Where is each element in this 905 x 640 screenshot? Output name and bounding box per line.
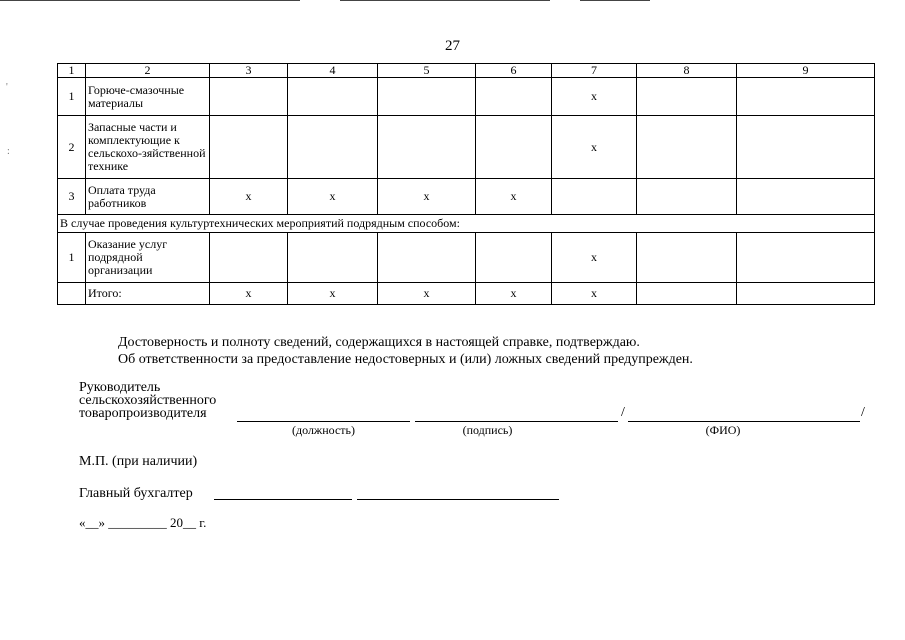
table-cell bbox=[210, 116, 288, 179]
row-number: 1 bbox=[58, 78, 86, 116]
table-cell bbox=[210, 78, 288, 116]
table-cell: х bbox=[552, 116, 637, 179]
accountant-field-1[interactable] bbox=[214, 484, 352, 500]
full-name-field[interactable] bbox=[628, 405, 860, 422]
column-header: 9 bbox=[737, 64, 875, 78]
row-name: Запасные части и комплектующие к сельскохо-зяйственной технике bbox=[86, 116, 210, 179]
statement-line-2: Об ответственности за предоставление недостоверных и (или) ложных сведений предупрежден. bbox=[118, 352, 693, 367]
signature-label: товаропроизводителя bbox=[79, 406, 207, 421]
table-cell bbox=[288, 116, 378, 179]
table-cell bbox=[737, 116, 875, 179]
table-row bbox=[58, 179, 875, 215]
total-row bbox=[58, 283, 875, 305]
table-cell bbox=[737, 233, 875, 283]
row-number: 1 bbox=[58, 233, 86, 283]
column-header: 3 bbox=[210, 64, 288, 78]
table-cell bbox=[637, 179, 737, 215]
table-cell bbox=[288, 233, 378, 283]
signature-slash: / bbox=[621, 405, 625, 420]
table-cell: х bbox=[210, 179, 288, 215]
scan-top-line bbox=[0, 0, 300, 1]
row-name: Оказание услуг подрядной организации bbox=[86, 233, 210, 283]
table-cell bbox=[378, 233, 476, 283]
signature-label: сельскохозяйственного bbox=[79, 393, 217, 408]
table-cell: х bbox=[552, 78, 637, 116]
table-cell bbox=[476, 78, 552, 116]
table-row bbox=[58, 78, 875, 116]
date-line: «__» _________ 20__ г. bbox=[79, 515, 207, 530]
table-cell: х bbox=[552, 283, 637, 305]
stamp-label: М.П. (при наличии) bbox=[79, 454, 198, 469]
column-header: 8 bbox=[637, 64, 737, 78]
table-cell bbox=[737, 179, 875, 215]
table-cell bbox=[476, 116, 552, 179]
row-name: Оплата труда работников bbox=[86, 179, 210, 215]
page-number: 27 bbox=[445, 38, 460, 54]
table-cell bbox=[637, 78, 737, 116]
table-cell: х bbox=[378, 283, 476, 305]
column-header: 4 bbox=[288, 64, 378, 78]
signature-field[interactable] bbox=[415, 405, 618, 422]
caption-position: (должность) bbox=[292, 423, 355, 437]
table-cell: х bbox=[378, 179, 476, 215]
column-header: 5 bbox=[378, 64, 476, 78]
accountant-label: Главный бухгалтер bbox=[79, 486, 193, 501]
table-cell: х bbox=[288, 179, 378, 215]
report-table bbox=[57, 63, 875, 305]
table-cell: х bbox=[552, 233, 637, 283]
table-row bbox=[58, 233, 875, 283]
caption-signature: (подпись) bbox=[462, 423, 513, 437]
table-cell bbox=[737, 283, 875, 305]
table-cell bbox=[476, 233, 552, 283]
scan-top-line bbox=[580, 0, 650, 1]
table-cell bbox=[288, 78, 378, 116]
table-cell bbox=[378, 78, 476, 116]
caption-name: (ФИО) bbox=[705, 423, 741, 437]
total-label: Итого: bbox=[86, 283, 210, 305]
row-number bbox=[58, 283, 86, 305]
position-field[interactable] bbox=[237, 405, 410, 422]
scan-mark: : bbox=[7, 146, 10, 157]
table-cell bbox=[637, 116, 737, 179]
table-cell bbox=[737, 78, 875, 116]
row-number: 2 bbox=[58, 116, 86, 179]
table-cell bbox=[210, 233, 288, 283]
table-header-row bbox=[58, 64, 875, 78]
section-title: В случае проведения культуртехнических мероприятий подрядным способом: bbox=[58, 215, 875, 233]
accountant-field-2[interactable] bbox=[357, 484, 559, 500]
table-cell bbox=[637, 283, 737, 305]
table-cell: х bbox=[476, 179, 552, 215]
table-cell bbox=[552, 179, 637, 215]
row-number: 3 bbox=[58, 179, 86, 215]
signature-label: Руководитель bbox=[79, 380, 161, 395]
statement-line-1: Достоверность и полноту сведений, содержащихся в настоящей справке, подтверждаю. bbox=[118, 335, 640, 350]
column-header: 1 bbox=[58, 64, 86, 78]
scan-mark: ' bbox=[6, 82, 8, 93]
row-name: Горюче-смазочные материалы bbox=[86, 78, 210, 116]
table-cell: х bbox=[210, 283, 288, 305]
table-cell: х bbox=[476, 283, 552, 305]
column-header: 6 bbox=[476, 64, 552, 78]
section-row bbox=[58, 215, 875, 233]
scan-top-line bbox=[340, 0, 550, 1]
table-cell bbox=[637, 233, 737, 283]
column-header: 7 bbox=[552, 64, 637, 78]
column-header: 2 bbox=[86, 64, 210, 78]
table-row bbox=[58, 116, 875, 179]
table-cell: х bbox=[288, 283, 378, 305]
table-cell bbox=[378, 116, 476, 179]
signature-slash: / bbox=[861, 405, 865, 420]
